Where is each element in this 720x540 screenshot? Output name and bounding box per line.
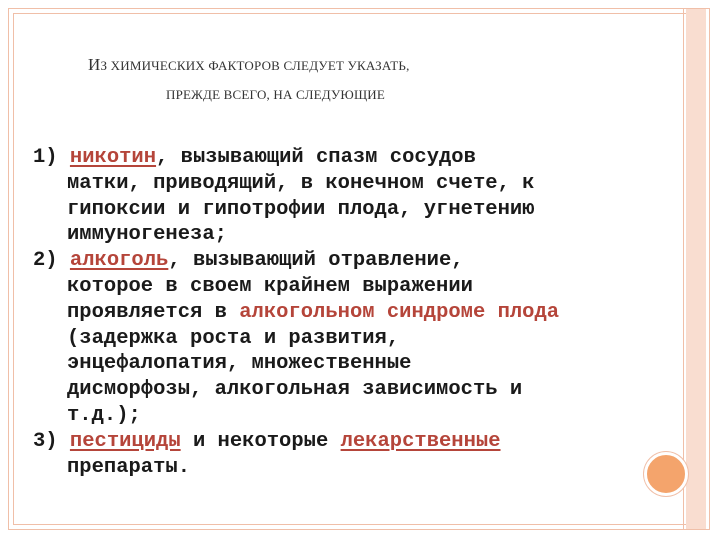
title-line-2: ПРЕЖДЕ ВСЕГО, НА СЛЕДУЮЩИЕ xyxy=(166,87,385,102)
item-1-line-2: матки, приводящий, в конечном счете, к xyxy=(67,171,535,195)
item-text: и некоторые xyxy=(180,429,341,453)
item-2-line-6: дисморфозы, алкогольная зависимость и xyxy=(67,378,523,402)
item-2-line-7: т.д.); xyxy=(67,403,141,427)
term-fetal-alcohol-syndrome: алкогольном синдроме плода xyxy=(239,300,560,324)
title-rest: З ХИМИЧЕСКИХ ФАКТОРОВ СЛЕДУЕТ УКАЗАТЬ, xyxy=(100,58,410,73)
list-item-1 xyxy=(33,145,693,248)
item-2-line-5: энцефалопатия, множественные xyxy=(67,352,412,376)
list-item-3 xyxy=(33,429,693,481)
title-cap: И xyxy=(88,55,101,74)
item-text: , вызывающий спазм сосудов xyxy=(156,146,476,169)
item-1-line-3: гипоксии и гипотрофии плода, угнетению xyxy=(67,197,535,221)
item-2-line-2: которое в своем крайнем выражении xyxy=(67,274,473,298)
list-item-2 xyxy=(33,248,693,429)
title-line-1 xyxy=(88,56,410,73)
item-3-line-2: препараты. xyxy=(67,455,191,479)
item-text: проявляется в xyxy=(67,300,240,324)
term-pesticides: пестициды xyxy=(69,429,181,453)
item-1-line-4: иммуногенеза; xyxy=(67,223,227,247)
item-1-line-1 xyxy=(33,145,693,171)
slide-body xyxy=(33,145,693,480)
term-drugs: лекарственные xyxy=(340,429,501,453)
item-2-line-4: (задержка роста и развития, xyxy=(67,326,400,350)
item-2-line-1 xyxy=(33,248,693,274)
item-3-line-1 xyxy=(33,429,693,455)
item-number: 1) xyxy=(33,146,58,169)
item-text: , вызывающий отравление, xyxy=(168,249,464,273)
term-alcohol: алкоголь xyxy=(69,249,169,273)
term-nicotine: никотин xyxy=(69,146,157,169)
item-number: 3) xyxy=(33,429,58,453)
item-2-line-3 xyxy=(33,300,693,326)
item-number: 2) xyxy=(33,249,58,273)
